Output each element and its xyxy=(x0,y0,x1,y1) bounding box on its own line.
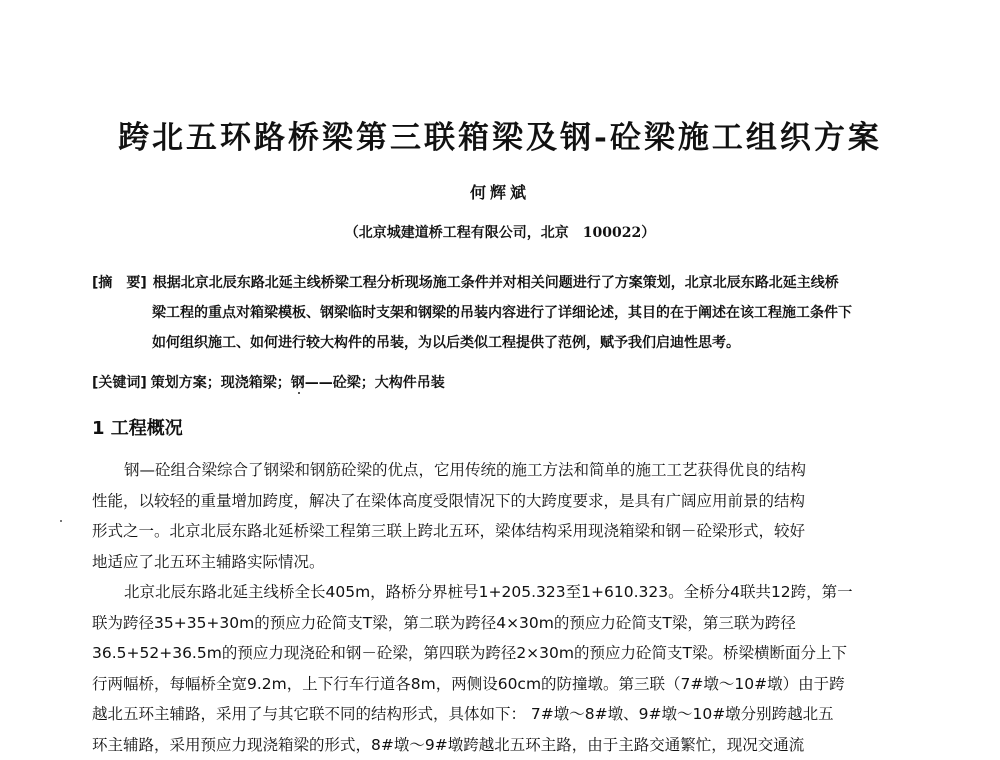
body-text-line: 环主辅路，采用预应力现浇箱梁的形式，8#墩～9#墩跨越北五环主路，由于主路交通繁忙，现况交通流 xyxy=(92,735,805,754)
scan-speck xyxy=(60,520,62,522)
paper-title: 跨北五环路桥梁第三联箱梁及钢-砼梁施工组织方案 xyxy=(118,120,882,156)
abstract-line: 如何组织施工、如何进行较大构件的吊装，为以后类似工程提供了范例，赋予我们启迪性思考。 xyxy=(152,335,740,351)
abstract-label: [摘 要] xyxy=(92,275,147,291)
body-text-line: 北京北辰东路北延主线桥全长405m，路桥分界桩号1+205.323至1+610.323。全桥分4联共12跨，第一 xyxy=(124,583,853,601)
abstract-text: 根据北京北辰东路北延主线桥梁工程分析现场施工条件并对相关问题进行了方案策划，北京北辰东路北延主线桥 xyxy=(152,275,839,291)
body-text-line: 形式之一。北京北辰东路北延桥梁工程第三联上跨北五环，梁体结构采用现浇箱梁和钢－砼梁形式，较好 xyxy=(92,522,806,540)
abstract-block xyxy=(92,268,912,358)
section-heading: 1 工程概况 xyxy=(92,418,183,439)
keywords-text: 策划方案；现浇箱梁；钢——砼梁；大构件吊装 xyxy=(150,375,445,391)
author-name: 何辉斌 xyxy=(469,183,530,202)
abstract-line xyxy=(92,268,912,298)
body-text-line: 行两幅桥，每幅桥全宽9.2m，上下行车行道各8m，两侧设60cm的防撞墩。第三联（7#墩～10#墩）由于跨 xyxy=(92,674,845,693)
body-text-line: 36.5+52+36.5m的预应力现浇砼和钢－砼梁，第四联为跨径2×30m的预应力砼简支T梁。桥梁横断面分上下 xyxy=(92,644,847,662)
abstract-line: 梁工程的重点对箱梁模板、钢梁临时支架和钢梁的吊装内容进行了详细论述，其目的在于阐述在该工程施工条件下 xyxy=(152,305,852,321)
body-text-line: 联为跨径35+35+30m的预应力砼简支T梁，第二联为跨径4×30m的预应力砼简支T梁，第三联为跨径 xyxy=(92,613,796,632)
body-text-line: 越北五环主辅路，采用了与其它联不同的结构形式，具体如下： 7#墩～8#墩、9#墩～10#墩分别跨越北五 xyxy=(92,705,834,723)
body-text-line: 性能，以较轻的重量增加跨度，解决了在梁体高度受限情况下的大跨度要求，是具有广阔应用前景的结构 xyxy=(92,491,806,510)
body-text-line: 地适应了北五环主辅路实际情况。 xyxy=(92,552,325,571)
keywords-label: [关键词] xyxy=(92,375,147,391)
keywords-block xyxy=(92,372,912,392)
author-affiliation: （北京城建道桥工程有限公司，北京 100022） xyxy=(344,225,656,241)
section-body xyxy=(92,455,912,760)
body-text-line: 钢—砼组合梁综合了钢梁和钢筋砼梁的优点，它用传统的施工方法和简单的施工工艺获得优良的结构 xyxy=(124,461,807,479)
scan-speck xyxy=(298,392,300,394)
